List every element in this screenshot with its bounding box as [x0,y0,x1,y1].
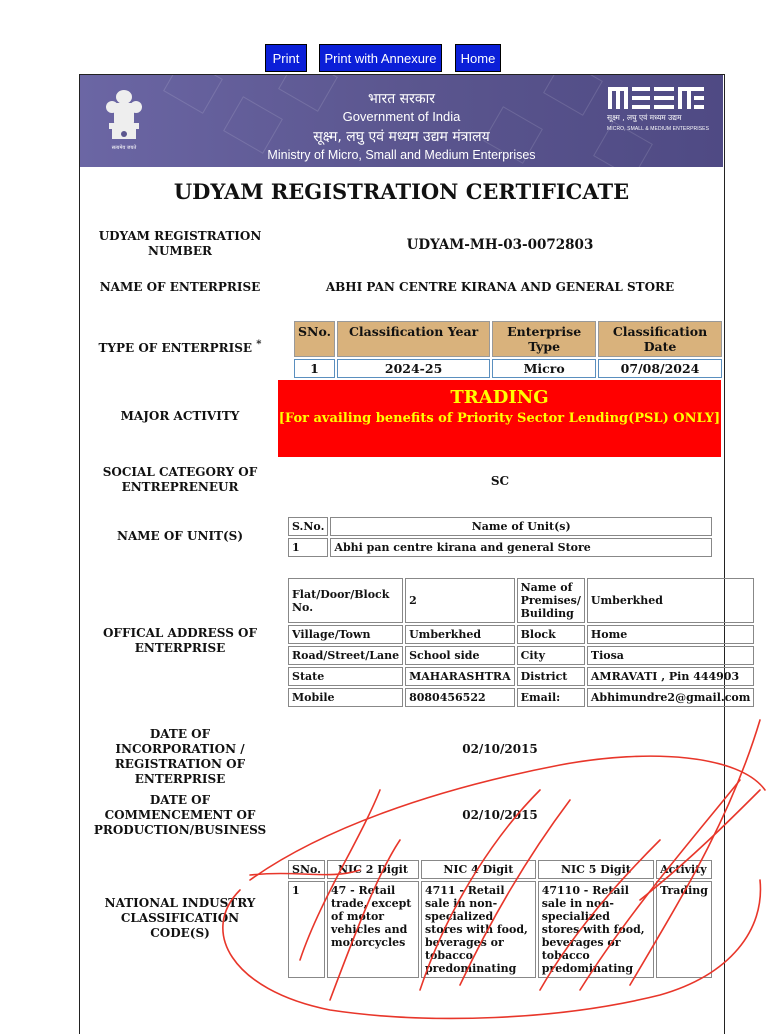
print-button[interactable]: Print [265,44,307,72]
nic-table [286,858,714,980]
enterprise-name-value: ABHI PAN CENTRE KIRANA AND GENERAL STORE [325,280,675,294]
msme-logo-icon [608,87,704,109]
incorporation-date-label: DATE OF INCORPORATION / REGISTRATION OF ENTERPRISE [114,727,246,786]
major-activity-value: TRADING [450,387,549,408]
gov-hindi: भारत सरकार [368,91,435,107]
enterprise-type-table [292,319,724,380]
print-with-annexure-button[interactable]: Print with Annexure [319,44,442,72]
table-row: Mobile 8080456522 Email: Abhimundre2@gmail.com [288,688,754,707]
table-header: SNo. [294,321,335,357]
table-row: S.No. Name of Unit(s) [288,517,712,536]
gov-english: Government of India [342,109,461,124]
official-address-label: OFFICAL ADDRESS OF ENTERPRISE [102,626,258,655]
ministry-english: Ministry of Micro, Small and Medium Enterprises [267,148,536,162]
msme-logo-hindi: सूक्ष्म , लघु एवं मध्यम उद्यम [607,113,682,122]
table-row: State MAHARASHTRA District AMRAVATI , Pin 444903 [288,667,754,686]
major-activity-label: MAJOR ACTIVITY [120,409,240,423]
enterprise-name-label: NAME OF ENTERPRISE [99,280,261,294]
address-table [286,576,756,709]
social-category-label: SOCIAL CATEGORY OF ENTREPRENEUR [102,465,258,494]
table-row: Village/Town Umberkhed Block Home [288,625,754,644]
ministry-banner [80,75,723,167]
table-row: 1 2024-25 Micro 07/08/2024 [294,359,722,378]
unit-name-label: NAME OF UNIT(S) [116,529,244,543]
reg-number-label: UDYAM REGISTRATION NUMBER [98,229,262,258]
top-toolbar [0,44,768,74]
msme-logo-english: MICRO, SMALL & MEDIUM ENTERPRISES [607,126,710,132]
table-header: Classification Date [598,321,722,357]
table-header: Enterprise Type [492,321,596,357]
reg-number-value: UDYAM-MH-03-0072803 [406,237,594,253]
certificate-page [79,74,751,1034]
table-row: Road/Street/Lane School side City Tiosa [288,646,754,665]
table-row: SNo. NIC 2 Digit NIC 4 Digit NIC 5 Digit Activity [288,860,712,879]
table-row: Flat/Door/Block No. 2 Name of Premises/ Building Umberkhed [288,578,754,623]
commencement-date-label: DATE OF COMMENCEMENT OF PRODUCTION/BUSINESS [93,793,267,837]
table-row: 1 47 - Retail trade, except of motor vehicles and motorcycles 4711 - Retail sale in non-specialized stores with food, beverages or tobacco predominating 47110 - Retail sale in non-specialized stores with food, beverages or tobacco predominating Trading [288,881,712,978]
table-row: 1 Abhi pan centre kirana and general Store [288,538,712,557]
psl-note: [For availing benefits of Priority Sector Lending(PSL) ONLY] [278,411,721,426]
table-header: Classification Year [337,321,490,357]
svg-text:सत्यमेव जयते: सत्यमेव जयते [111,145,137,151]
major-activity-box [278,380,721,457]
certificate-title: UDYAM REGISTRATION CERTIFICATE [173,179,630,204]
nic-code-label: NATIONAL INDUSTRY CLASSIFICATION CODE(S) [104,896,256,940]
enterprise-type-label: TYPE OF ENTERPRISE * [98,339,262,355]
unit-table [286,515,714,559]
commencement-date-value: 02/10/2015 [462,808,538,822]
incorporation-date-value: 02/10/2015 [462,742,538,756]
home-button[interactable]: Home [455,44,501,72]
social-category-value: SC [490,474,510,488]
ministry-hindi: सूक्ष्म, लघु एवं मध्यम उद्यम मंत्रालय [313,129,490,145]
